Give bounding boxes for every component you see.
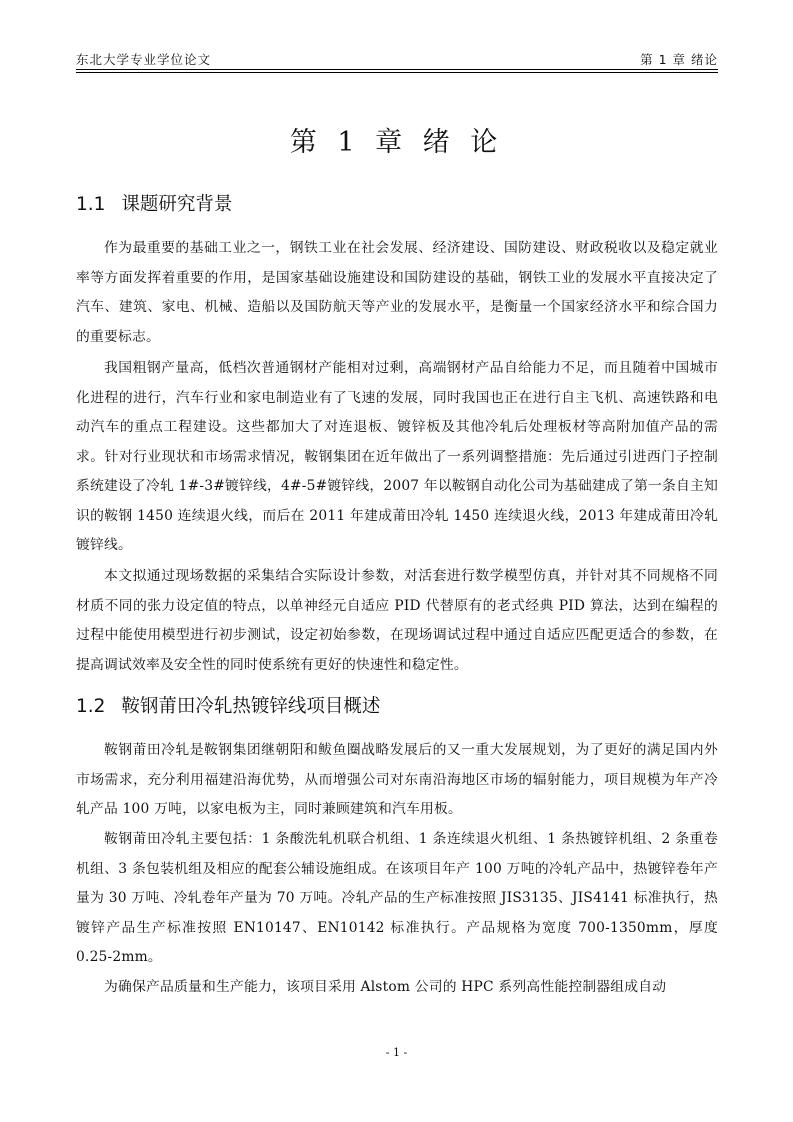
header-rule-thick <box>76 69 718 70</box>
paragraph: 我国粗钢产量高，低档次普通钢材产能相对过剩，高端钢材产品自给能力不足，而且随着中国城市化进程的进行，汽车行业和家电制造业有了飞速的发展，同时我国也正在进行自主飞机、高速铁路和电动汽车的重点工程建设。这些都加大了对连退板、镀锌板及其他冷轧后处理板材等高附加值产品的需求。针对行业现状和市场需求情况，鞍钢集团在近年做出了一系列调整措施：先后通过引进西门子控制系统建设了冷轧 1#-3#镀锌线，4#-5#镀锌线，2007 年以鞍钢自动化公司为基础建成了第一条自主知识的鞍钢 1450 连续退火线，而后在 2011 年建成莆田冷轧 1450 连续退火线，2013 年建成莆田冷轧镀锌线。 <box>76 360 718 553</box>
page-header <box>76 48 718 72</box>
section-heading-1-1 <box>76 190 232 216</box>
chapter-header-label: 第 1 章 绪论 <box>640 52 718 67</box>
paragraph: 鞍钢莆田冷轧主要包括：1 条酸洗轧机联合机组、1 条连续退火机组、1 条热镀锌机组、2 条重卷机组、3 条包装机组及相应的配套公辅设施组成。在该项目年产 100 万吨的冷轧产品中，热镀锌卷年产量为 30 万吨、冷轧卷年产量为 70 万吨。冷轧产品的生产标准按照 JIS3135、JIS4141 标准执行，热镀锌产品生产标准按照 EN10147、EN10142 标准执行。产品规格为宽度 700-1350mm，厚度 0.25-2mm。 <box>76 831 718 965</box>
section-number: 1.2 <box>76 696 106 717</box>
section-title: 课题研究背景 <box>121 194 233 215</box>
chapter-title: 第 1 章 绪 论 <box>289 127 504 158</box>
paragraph: 为确保产品质量和生产能力，该项目采用 Alstom 公司的 HPC 系列高性能控制器组成自动 <box>104 979 667 995</box>
section-title: 鞍钢莆田冷轧热镀锌线项目概述 <box>121 696 381 717</box>
page-number: - 1 - <box>385 1046 408 1059</box>
section-heading-1-2 <box>76 692 380 718</box>
header-rule-thin <box>76 72 718 73</box>
paragraph: 鞍钢莆田冷轧是鞍钢集团继朝阳和鲅鱼圈战略发展后的又一重大发展规划，为了更好的满足国内外市场需求，充分利用福建沿海优势，从而增强公司对东南沿海地区市场的辐射能力，项目规模为年产冷轧产品 100 万吨，以家电板为主，同时兼顾建筑和汽车用板。 <box>76 742 718 817</box>
section-number: 1.1 <box>76 194 106 215</box>
paragraph: 作为最重要的基础工业之一，钢铁工业在社会发展、经济建设、国防建设、财政税收以及稳定就业率等方面发挥着重要的作用，是国家基础设施建设和国防建设的基础，钢铁工业的发展水平直接决定了汽车、建筑、家电、机械、造船以及国防航天等产业的发展水平，是衡量一个国家经济水平和综合国力的重要标志。 <box>76 240 718 345</box>
thesis-header-title: 东北大学专业学位论文 <box>76 52 212 67</box>
paragraph: 本文拟通过现场数据的采集结合实际设计参数，对活套进行数学模型仿真，并针对其不同规格不同材质不同的张力设定值的特点，以单神经元自适应 PID 代替原有的老式经典 PID 算法，达到在编程的过程中能使用模型进行初步测试，设定初始参数，在现场调试过程中通过自适应匹配更适合的参数，在提高调试效率及安全性的同时使系统有更好的快速性和稳定性。 <box>76 568 718 673</box>
